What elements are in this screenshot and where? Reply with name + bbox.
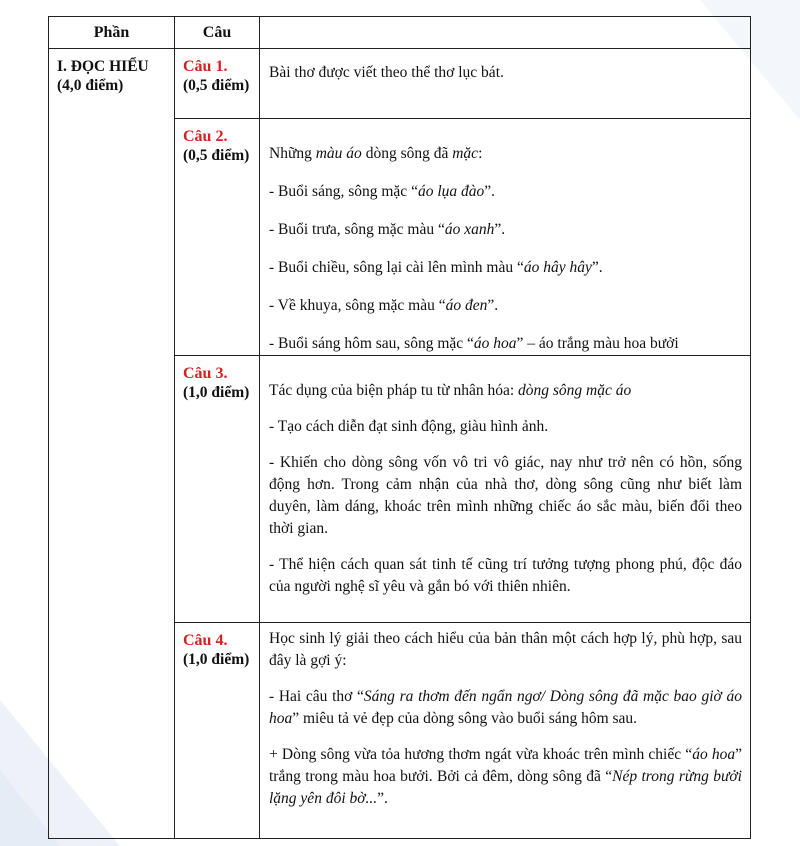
header-question: Câu — [175, 17, 260, 49]
question-points: (0,5 điểm) — [183, 147, 250, 164]
question-points: (1,0 điểm) — [183, 384, 250, 401]
answer-paragraph: Học sinh lý giải theo cách hiểu của bản thân một cách hợp lý, phù hợp, sau đây là gợi ý: — [269, 630, 742, 669]
question-cell — [175, 119, 260, 356]
table-header-row — [49, 17, 751, 49]
question-points: (0,5 điểm) — [183, 77, 250, 94]
section-cell — [49, 49, 175, 839]
question-label: Câu 3. — [183, 365, 228, 382]
question-cell — [175, 623, 260, 839]
answer-cell — [260, 356, 751, 623]
answer-line: - Buổi sáng, sông mặc “áo lụa đào”. — [269, 183, 496, 200]
answer-line: Bài thơ được viết theo thể thơ lục bát. — [269, 64, 504, 81]
question-cell — [175, 356, 260, 623]
section-title: I. ĐỌC HIỂU — [57, 58, 149, 75]
table-row — [49, 49, 751, 119]
answer-key-table — [48, 16, 751, 839]
answer-line: - Buổi chiều, sông lại cài lên mình màu “áo hây hây”. — [269, 259, 603, 276]
answer-cell — [260, 119, 751, 356]
answer-cell — [260, 49, 751, 119]
header-answer — [260, 17, 751, 49]
question-label: Câu 1. — [183, 58, 228, 75]
answer-cell — [260, 623, 751, 839]
answer-line: - Buổi trưa, sông mặc màu “áo xanh”. — [269, 221, 506, 238]
answer-line: Những màu áo dòng sông đã mặc: — [269, 145, 483, 162]
answer-line: Tác dụng của biện pháp tu từ nhân hóa: dòng sông mặc áo — [269, 382, 632, 399]
answer-paragraph: - Hai câu thơ “Sáng ra thơm đến ngẩn ngơ/ Dòng sông đã mặc bao giờ áo hoa” miêu tả vẻ đẹp của dòng sông vào buổi sáng hôm sau. — [269, 688, 743, 727]
question-label: Câu 4. — [183, 632, 228, 649]
question-points: (1,0 điểm) — [183, 651, 250, 668]
answer-line: - Buổi sáng hôm sau, sông mặc “áo hoa” – áo trắng màu hoa bưởi — [269, 335, 679, 352]
question-cell — [175, 49, 260, 119]
answer-paragraph: + Dòng sông vừa tỏa hương thơm ngát vừa khoác trên mình chiếc “áo hoa” trắng trong màu hoa bưởi. Bởi cả đêm, dòng sông đã “Nép trong rừng bưởi lặng yên đôi bờ...”. — [269, 746, 743, 807]
answer-line: - Về khuya, sông mặc màu “áo đen”. — [269, 297, 499, 314]
header-part: Phần — [49, 17, 175, 49]
answer-paragraph: - Thể hiện cách quan sát tinh tế cũng trí tưởng tượng phong phú, độc đáo của người nghệ sĩ yêu và gắn bó với thiên nhiên. — [269, 556, 742, 595]
answer-paragraph: - Khiến cho dòng sông vốn vô tri vô giác, nay như trở nên có hồn, sống động hơn. Trong cảm nhận của nhà thơ, dòng sông cũng như biết làm duyên, làm dáng, khoác trên mình những chiếc áo sắc màu, biến đổi theo thời gian. — [269, 454, 742, 537]
answer-line: - Tạo cách diễn đạt sinh động, giàu hình ảnh. — [269, 418, 549, 435]
section-points: (4,0 điểm) — [57, 77, 124, 94]
question-label: Câu 2. — [183, 128, 228, 145]
